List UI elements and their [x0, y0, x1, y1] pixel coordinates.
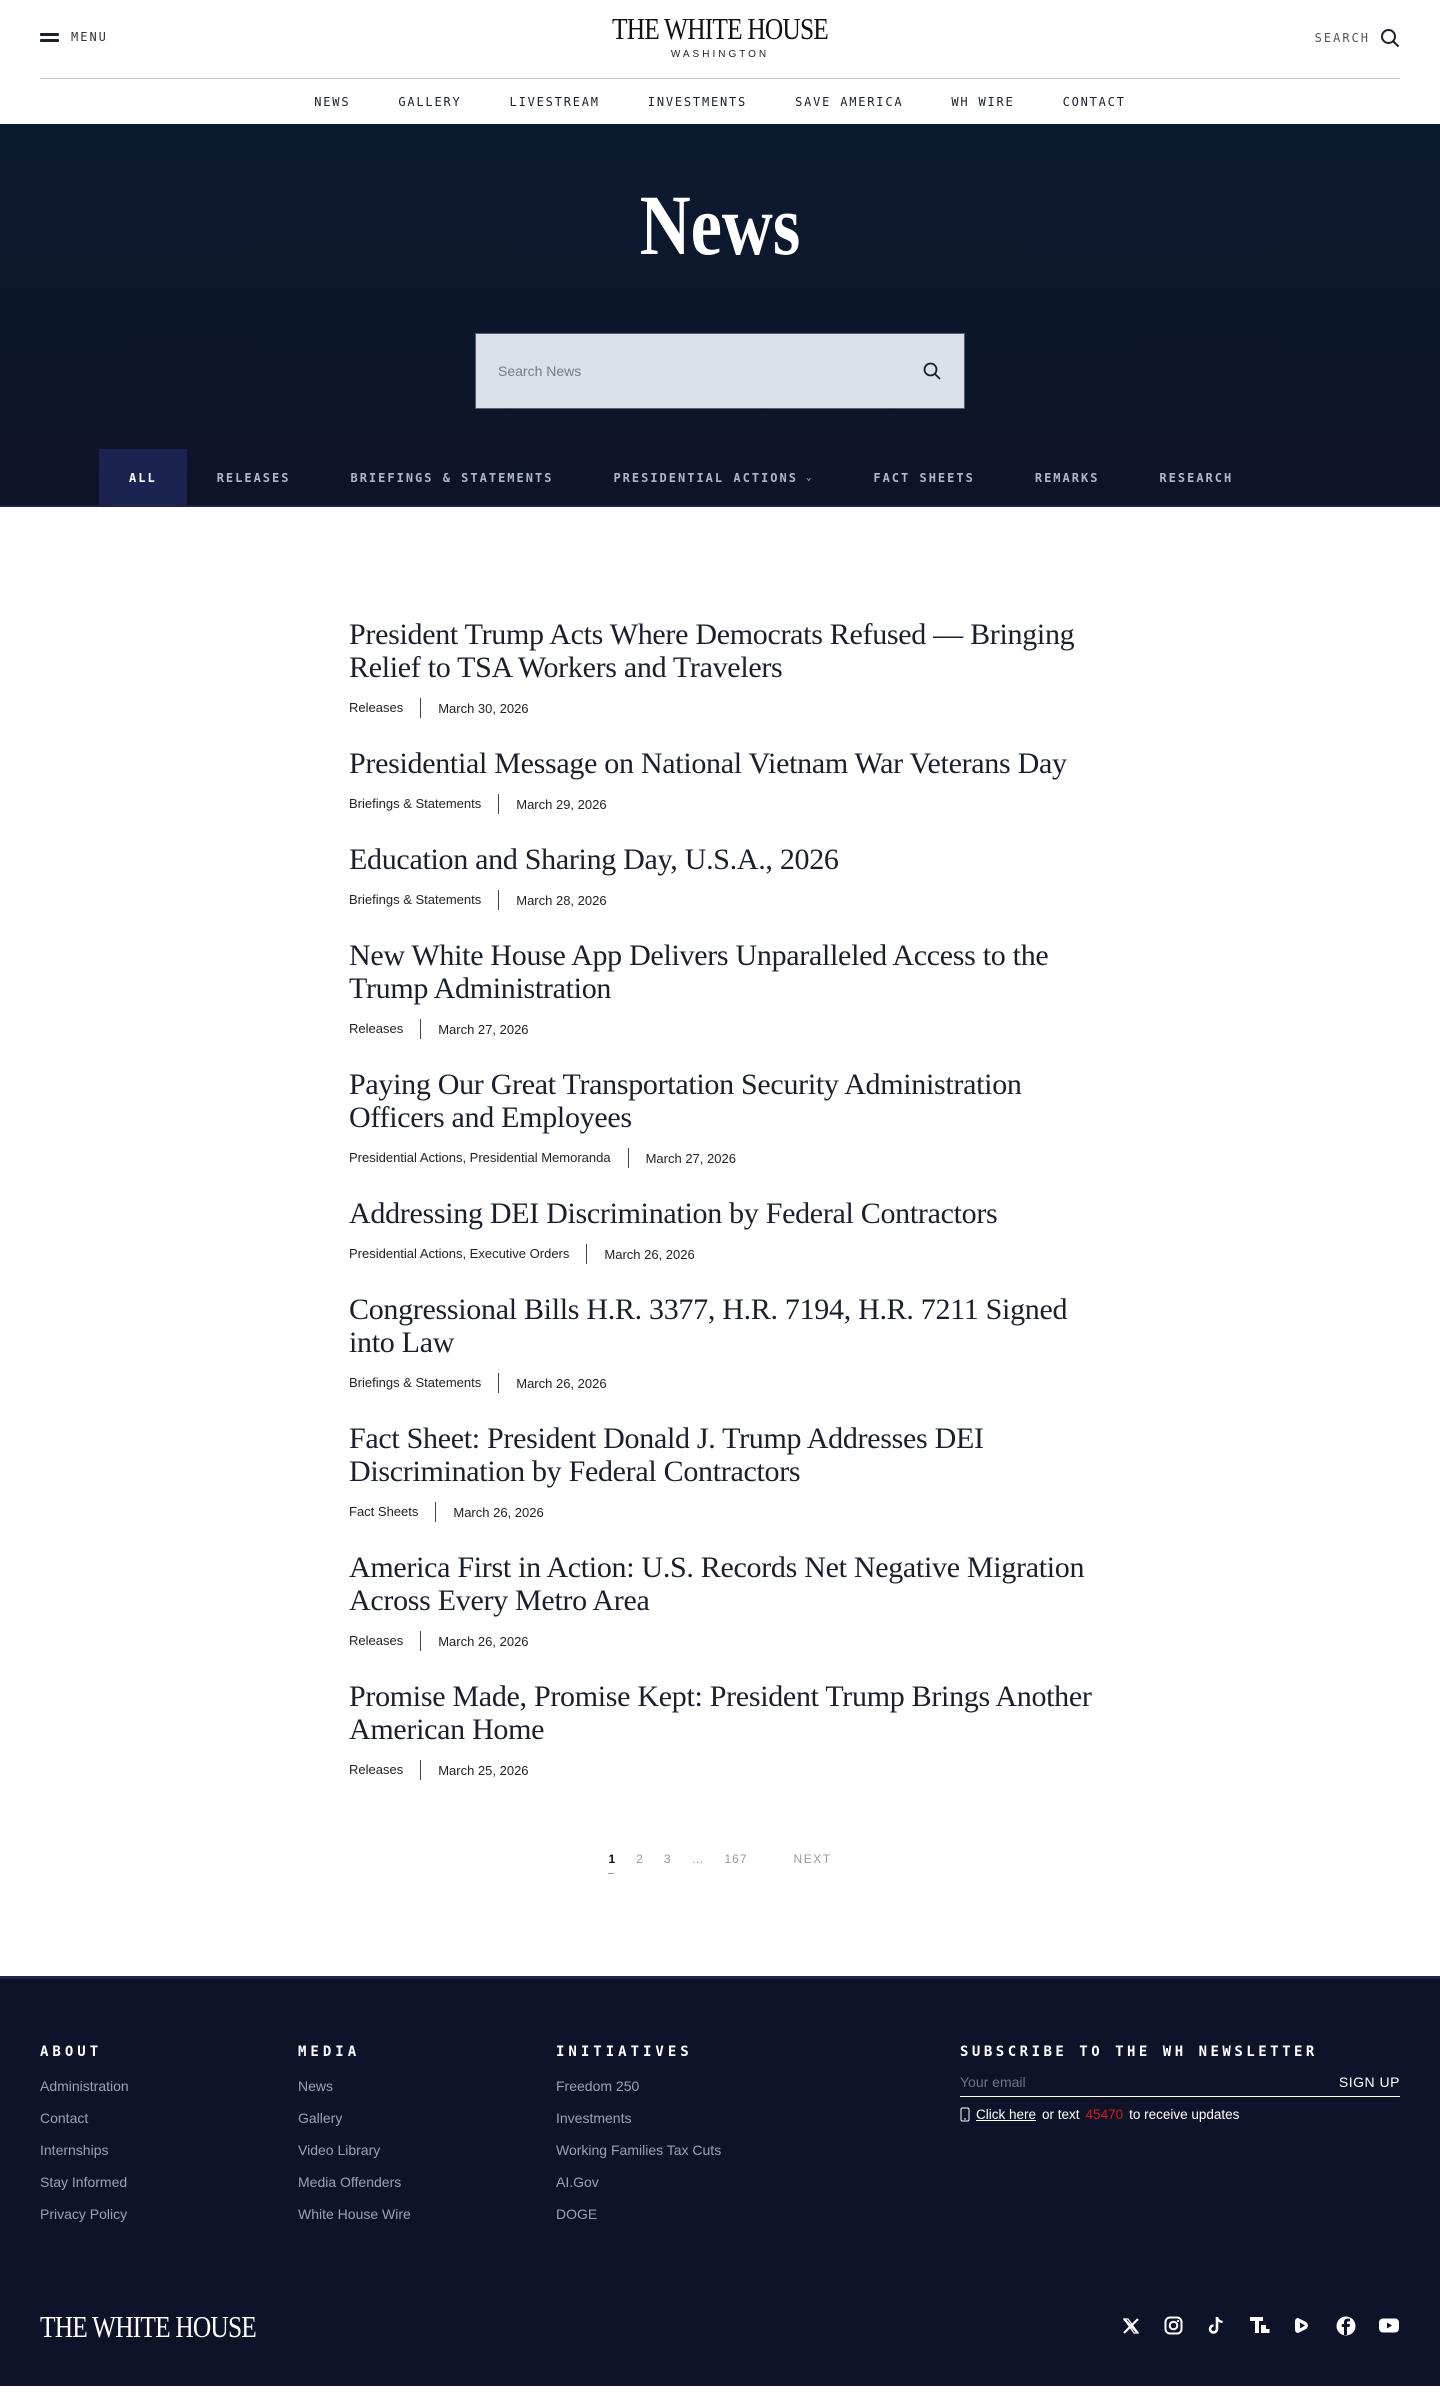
sms-signup-text [960, 2107, 1400, 2122]
newsletter-signup [960, 2044, 1400, 2122]
nav-livestream[interactable]: LIVESTREAM [509, 94, 600, 109]
footer-heading: INITIATIVES [556, 2044, 693, 2060]
article-title-link[interactable]: Congressional Bills H.R. 3377, H.R. 7194, H.R. 7211 Signed into Law [349, 1293, 1068, 1359]
email-field[interactable] [960, 2074, 1260, 2090]
list-item [349, 1068, 1100, 1168]
logo-subtitle: WASHINGTON [670, 49, 770, 60]
article-date: March 29, 2026 [516, 796, 607, 812]
tab-research[interactable]: RESEARCH [1159, 471, 1234, 485]
search-label: SEARCH [1314, 31, 1370, 45]
article-meta [349, 1760, 1100, 1780]
x-icon[interactable] [1119, 2314, 1142, 2337]
search-icon[interactable] [922, 361, 942, 381]
click-here-link[interactable]: Click here [976, 2107, 1037, 2122]
article-meta [349, 1244, 1100, 1264]
article-meta [349, 698, 1100, 718]
rumble-icon[interactable] [1291, 2314, 1314, 2337]
divider [0, 505, 1440, 507]
article-meta [349, 794, 1100, 814]
article-date: March 27, 2026 [438, 1021, 529, 1037]
article-title-link[interactable]: Presidential Message on National Vietnam War Veterans Day [349, 747, 1067, 780]
sms-number: 45470 [1085, 2107, 1124, 2122]
article-title-link[interactable]: Paying Our Great Transportation Security Administration Officers and Employees [349, 1068, 1022, 1134]
article-date: March 27, 2026 [645, 1150, 736, 1166]
article-meta [349, 1502, 1100, 1522]
chevron-down-icon: ⌄ [805, 473, 814, 483]
phone-icon [960, 2107, 970, 2122]
hamburger-icon [40, 33, 59, 42]
list-item [349, 1422, 1100, 1522]
article-title-link[interactable]: Promise Made, Promise Kept: President Trump Brings Another American Home [349, 1680, 1092, 1746]
footer-link[interactable]: Privacy Policy [40, 2206, 128, 2222]
article-date: March 30, 2026 [438, 700, 529, 716]
article-category[interactable]: Releases [349, 1631, 421, 1651]
site-logo[interactable] [588, 12, 851, 60]
list-item [349, 1293, 1100, 1393]
article-title-link[interactable]: Education and Sharing Day, U.S.A., 2026 [349, 843, 839, 876]
main-nav [0, 79, 1440, 124]
article-meta [349, 890, 1100, 910]
header-top [40, 0, 1400, 79]
page-ellipsis: … [691, 1852, 705, 1866]
news-search-input[interactable] [498, 363, 878, 379]
article-category[interactable]: Releases [349, 1019, 421, 1039]
search-icon [1380, 28, 1400, 48]
nav-contact[interactable]: CONTACT [1062, 94, 1126, 109]
footer-logo[interactable]: THE WHITE HOUSE [40, 2309, 256, 2344]
nav-wh-wire[interactable]: WH WIRE [951, 94, 1015, 109]
article-category[interactable]: Presidential Actions, Presidential Memoranda [349, 1148, 629, 1168]
newsletter-form [960, 2074, 1400, 2097]
article-date: March 25, 2026 [438, 1762, 529, 1778]
footer-link[interactable]: White House Wire [298, 2206, 411, 2222]
article-category[interactable]: Briefings & Statements [349, 1373, 499, 1393]
footer-column-media [298, 2044, 411, 2238]
article-date: March 26, 2026 [438, 1633, 529, 1649]
tab-presidential-actions[interactable] [583, 449, 843, 507]
footer-link[interactable]: Contact [40, 2110, 89, 2126]
footer-link[interactable]: Gallery [298, 2110, 343, 2126]
article-category[interactable]: Briefings & Statements [349, 794, 499, 814]
tab-fact-sheets[interactable]: FACT SHEETS [873, 471, 975, 485]
article-category[interactable]: Briefings & Statements [349, 890, 499, 910]
list-item [349, 1551, 1100, 1651]
footer-link[interactable]: AI.Gov [556, 2174, 599, 2190]
article-meta [349, 1148, 1100, 1168]
footer-heading: MEDIA [298, 2044, 361, 2060]
list-item [349, 618, 1100, 718]
footer-link[interactable]: DOGE [556, 2206, 598, 2222]
article-category[interactable]: Releases [349, 698, 421, 718]
list-item [349, 1680, 1100, 1780]
footer-link[interactable]: Internships [40, 2142, 109, 2158]
footer-link[interactable]: Administration [40, 2078, 129, 2094]
article-date: March 26, 2026 [516, 1375, 607, 1391]
article-date: March 26, 2026 [453, 1504, 544, 1520]
article-category[interactable]: Fact Sheets [349, 1502, 436, 1522]
article-category[interactable]: Releases [349, 1760, 421, 1780]
article-title-link[interactable]: America First in Action: U.S. Records Net Negative Migration Across Every Metro Area [349, 1551, 1085, 1617]
youtube-icon[interactable] [1377, 2314, 1400, 2337]
article-title-link[interactable]: New White House App Delivers Unparalleled Access to the Trump Administration [349, 939, 1049, 1005]
footer-link[interactable]: Freedom 250 [556, 2078, 640, 2094]
footer-link[interactable]: Investments [556, 2110, 632, 2126]
or-text: or text [1042, 2107, 1080, 2122]
article-title-link[interactable]: President Trump Acts Where Democrats Refused — Bringing Relief to TSA Workers and Travelers [349, 618, 1075, 684]
list-item [349, 843, 1100, 910]
news-hero [0, 124, 1440, 507]
nav-save-america[interactable]: SAVE AMERICA [795, 94, 904, 109]
tab-label: PRESIDENTIAL ACTIONS [613, 471, 798, 485]
page-link-last[interactable]: 167 [724, 1852, 748, 1866]
site-header [0, 0, 1440, 124]
footer-column-initiatives [556, 2044, 721, 2238]
article-meta [349, 1631, 1100, 1651]
list-item [349, 1197, 1100, 1264]
article-meta [349, 1373, 1100, 1393]
list-item [349, 747, 1100, 814]
footer-heading: ABOUT [40, 2044, 103, 2060]
tab-releases[interactable]: RELEASES [216, 471, 291, 485]
logo-title: THE WHITE HOUSE [612, 11, 828, 46]
footer-link[interactable]: Media Offenders [298, 2174, 402, 2190]
social-links [1119, 2314, 1400, 2337]
page-title: News [639, 177, 801, 273]
tab-remarks[interactable]: REMARKS [1034, 471, 1100, 485]
category-tabs [99, 449, 1440, 507]
article-title-link[interactable]: Addressing DEI Discrimination by Federal Contractors [349, 1197, 998, 1230]
news-search-box [475, 333, 965, 409]
page-link[interactable]: 3 [663, 1852, 672, 1866]
nav-news[interactable]: NEWS [314, 94, 351, 109]
newsletter-heading: SUBSCRIBE TO THE WH NEWSLETTER [960, 2044, 1318, 2060]
footer-link[interactable]: Video Library [298, 2142, 381, 2158]
instagram-icon[interactable] [1162, 2314, 1185, 2337]
article-meta [349, 1019, 1100, 1039]
page-link[interactable]: 2 [636, 1852, 644, 1866]
pagination [0, 1852, 1440, 1866]
article-list [340, 507, 1100, 1780]
article-date: March 26, 2026 [604, 1246, 695, 1262]
article-date: March 28, 2026 [516, 892, 607, 908]
footer-link[interactable]: Stay Informed [40, 2174, 128, 2190]
footer-link[interactable]: News [298, 2078, 334, 2094]
search-button[interactable] [1315, 28, 1400, 48]
sign-up-button[interactable]: SIGN UP [1338, 2074, 1400, 2090]
tiktok-icon[interactable] [1205, 2314, 1228, 2337]
list-item [349, 939, 1100, 1039]
tab-briefings-statements[interactable]: BRIEFINGS & STATEMENTS [350, 471, 554, 485]
footer-column-about [40, 2044, 129, 2238]
footer-link[interactable]: Working Families Tax Cuts [556, 2142, 722, 2158]
site-footer [0, 1976, 1440, 2386]
nav-gallery[interactable]: GALLERY [398, 94, 462, 109]
page-link-current[interactable]: 1 [598, 1852, 626, 1866]
article-category[interactable]: Presidential Actions, Executive Orders [349, 1244, 587, 1264]
menu-label: MENU [71, 30, 108, 44]
article-title-link[interactable]: Fact Sheet: President Donald J. Trump Addresses DEI Discrimination by Federal Contractors [349, 1422, 984, 1488]
truth-social-icon[interactable] [1248, 2314, 1271, 2337]
facebook-icon[interactable] [1334, 2314, 1357, 2337]
receive-updates-text: to receive updates [1129, 2107, 1240, 2122]
tab-all[interactable]: ALL [99, 449, 187, 507]
next-page-button[interactable]: NEXT [793, 1852, 832, 1866]
nav-investments[interactable]: INVESTMENTS [647, 94, 748, 109]
menu-button[interactable] [40, 30, 108, 44]
